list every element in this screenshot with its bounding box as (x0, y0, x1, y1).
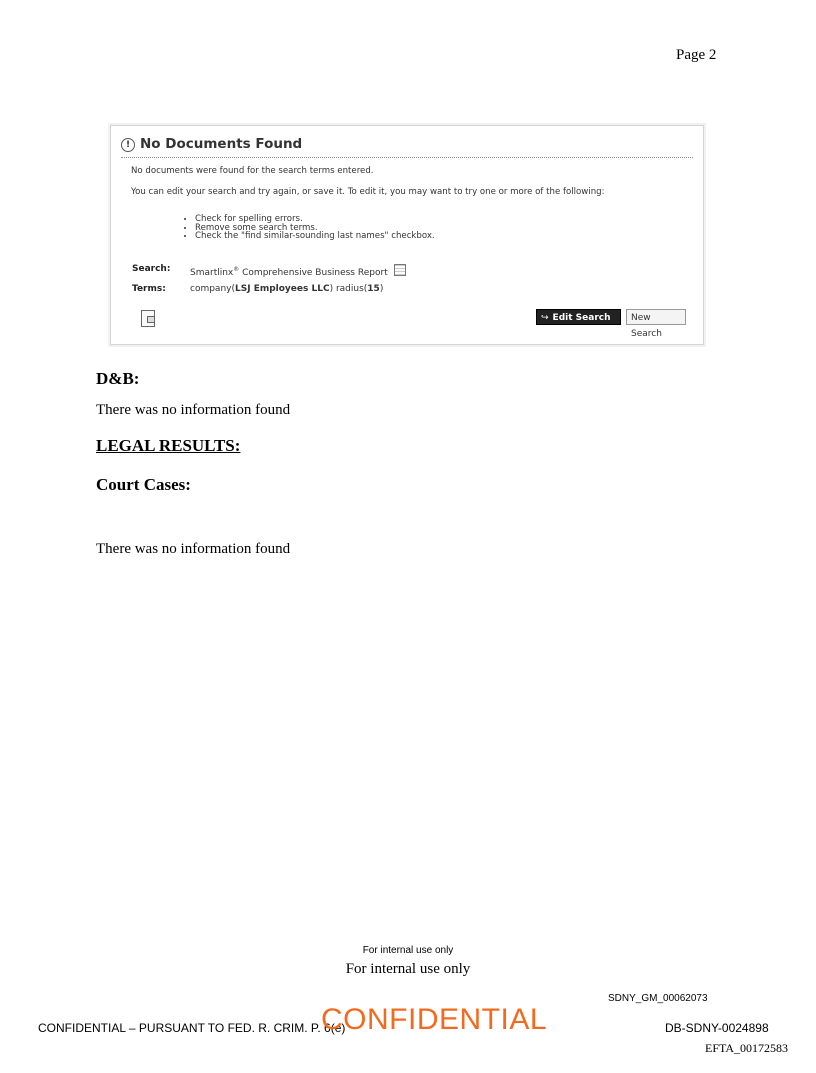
terms-mid: ) radius( (329, 284, 368, 294)
terms-value (190, 284, 383, 294)
report-icon[interactable] (394, 264, 406, 276)
internal-use-footer: For internal use only (345, 961, 471, 977)
no-documents-panel (110, 125, 704, 345)
court-result-text: There was no information found (96, 541, 291, 557)
db-result-text: There was no information found (96, 402, 291, 418)
search-product: Smartlinx (190, 268, 234, 278)
edit-search-button[interactable] (536, 309, 621, 325)
terms-suffix: ) (379, 284, 384, 294)
tips-list (175, 215, 435, 241)
panel-title-text: No Documents Found (140, 136, 303, 152)
registered-mark: ® (233, 266, 240, 273)
court-cases-heading: Court Cases: (96, 475, 191, 494)
terms-label: Terms: (132, 284, 166, 294)
search-value (190, 264, 406, 278)
tip-item: • Check the "find similar-sounding last names" checkbox. (195, 232, 435, 241)
legal-results-heading: LEGAL RESULTS: (96, 436, 241, 455)
no-documents-message: No documents were found for the search terms entered. (131, 166, 374, 176)
confidential-notice: CONFIDENTIAL – PURSUANT TO FED. R. CRIM. P. 6(e) (38, 1021, 346, 1035)
terms-prefix: company( (190, 284, 235, 294)
search-report-type: Comprehensive Business Report (242, 268, 388, 278)
terms-radius: 15 (367, 284, 380, 294)
bates-efta: EFTA_00172583 (705, 1041, 789, 1055)
bates-db-sdny: DB-SDNY-0024898 (665, 1021, 769, 1035)
tip-item: • Check for spelling errors. (195, 215, 435, 224)
tip-item: • Remove some search terms. (195, 224, 435, 233)
return-arrow-icon: ↪ (541, 313, 549, 323)
title-divider (121, 157, 693, 158)
save-document-icon[interactable] (141, 310, 155, 327)
page-number: Page 2 (676, 47, 717, 63)
panel-title (121, 136, 302, 152)
warning-icon: ! (121, 138, 135, 152)
db-heading: D&B: (96, 369, 140, 388)
bates-sdny-gm: SDNY_GM_00062073 (608, 993, 708, 1004)
search-label: Search: (132, 264, 171, 274)
confidential-stamp: CONFIDENTIAL (321, 1003, 548, 1036)
edit-search-label: Edit Search (552, 313, 611, 323)
new-search-button[interactable]: New Search (626, 309, 686, 325)
edit-instructions: You can edit your search and try again, or save it. To edit it, you may want to try one or more of the following: (131, 187, 605, 197)
terms-company: LSJ Employees LLC (235, 284, 330, 294)
internal-use-small: For internal use only (362, 945, 454, 956)
